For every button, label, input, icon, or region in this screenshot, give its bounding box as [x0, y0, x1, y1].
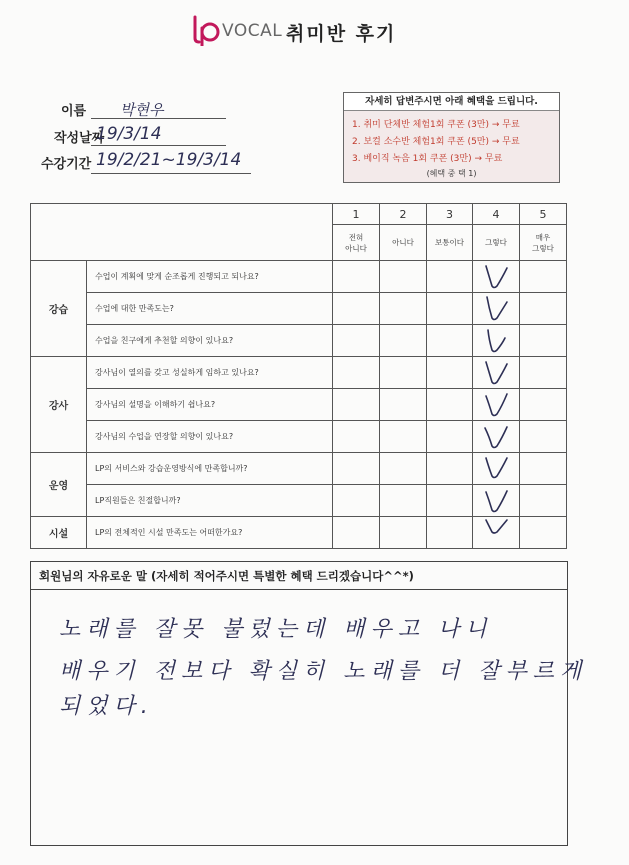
- checkmark-icon: [483, 262, 509, 292]
- question-text: 수업에 대한 만족도는?: [87, 293, 333, 325]
- period-value: 19/2/21~19/3/14: [96, 150, 242, 170]
- scale-number: 5: [520, 204, 567, 225]
- scale-number: 4: [473, 204, 520, 225]
- rating-cell[interactable]: [520, 453, 567, 485]
- rating-cell[interactable]: [333, 357, 380, 389]
- checkmark-icon: [483, 390, 509, 420]
- lp-logo-icon: [190, 14, 222, 46]
- question-text: 수업을 친구에게 추천할 의향이 있나요?: [87, 325, 333, 357]
- checkmark-icon: [483, 486, 509, 516]
- question-text: 강사님이 열의를 갖고 성실하게 임하고 있나요?: [87, 357, 333, 389]
- rating-cell[interactable]: [520, 485, 567, 517]
- scale-label: 그렇다: [473, 225, 520, 261]
- table-corner: [31, 204, 333, 261]
- comment-line: 배우기 전보다 확실히 노래를 더 잘부르게: [59, 659, 588, 684]
- comment-line: 되었다.: [59, 694, 154, 719]
- rating-cell[interactable]: [427, 453, 473, 485]
- rating-cell[interactable]: [380, 389, 427, 421]
- rating-cell[interactable]: [333, 261, 380, 293]
- comment-title: 회원님의 자유로운 말 (자세히 적어주시면 특별한 혜택 드리겠습니다^^*): [31, 562, 567, 590]
- rating-cell[interactable]: [473, 453, 520, 485]
- rating-cell[interactable]: [520, 517, 567, 549]
- rating-cell[interactable]: [333, 325, 380, 357]
- survey-table: [30, 203, 567, 549]
- category-label: 시설: [31, 517, 87, 549]
- benefit-box: [343, 92, 560, 183]
- question-text: LP의 서비스와 강습운영방식에 만족합니까?: [87, 453, 333, 485]
- scale-number: 3: [427, 204, 473, 225]
- checkmark-icon: [483, 358, 509, 388]
- rating-cell[interactable]: [427, 485, 473, 517]
- rating-cell[interactable]: [473, 325, 520, 357]
- rating-cell[interactable]: [520, 389, 567, 421]
- rating-cell[interactable]: [427, 357, 473, 389]
- period-label: 수강기간: [41, 157, 92, 172]
- date-value: 19/3/14: [96, 124, 162, 144]
- period-underline: [91, 173, 251, 174]
- rating-cell[interactable]: [427, 325, 473, 357]
- rating-cell[interactable]: [473, 261, 520, 293]
- rating-cell[interactable]: [333, 421, 380, 453]
- rating-cell[interactable]: [520, 325, 567, 357]
- rating-cell[interactable]: [473, 357, 520, 389]
- checkmark-icon: [483, 422, 509, 452]
- rating-cell[interactable]: [473, 517, 520, 549]
- rating-cell[interactable]: [427, 261, 473, 293]
- rating-cell[interactable]: [333, 293, 380, 325]
- rating-cell[interactable]: [473, 389, 520, 421]
- rating-cell[interactable]: [427, 389, 473, 421]
- rating-cell[interactable]: [473, 485, 520, 517]
- rating-cell[interactable]: [520, 261, 567, 293]
- scale-number: 2: [380, 204, 427, 225]
- date-underline: [91, 145, 226, 146]
- checkmark-icon: [483, 294, 509, 324]
- rating-cell[interactable]: [520, 293, 567, 325]
- rating-cell[interactable]: [427, 517, 473, 549]
- scale-label: 아니다: [380, 225, 427, 261]
- rating-cell[interactable]: [473, 421, 520, 453]
- rating-cell[interactable]: [333, 517, 380, 549]
- rating-cell[interactable]: [520, 421, 567, 453]
- question-text: LP직원들은 친절합니까?: [87, 485, 333, 517]
- scale-label: 전혀 아니다: [333, 225, 380, 261]
- rating-cell[interactable]: [380, 485, 427, 517]
- question-text: 강사님의 설명을 이해하기 쉽나요?: [87, 389, 333, 421]
- rating-cell[interactable]: [380, 325, 427, 357]
- rating-cell[interactable]: [427, 293, 473, 325]
- logo-vocal-text: VOCAL: [222, 21, 283, 41]
- benefit-item: 1. 취미 단체반 체험1회 쿠폰 (3만) → 무료: [352, 120, 520, 130]
- rating-cell[interactable]: [380, 421, 427, 453]
- rating-cell[interactable]: [380, 261, 427, 293]
- question-text: 강사님의 수업을 연장할 의향이 있나요?: [87, 421, 333, 453]
- question-text: 수업이 계획에 맞게 순조롭게 진행되고 되나요?: [87, 261, 333, 293]
- comment-line: 노래를 잘못 불렀는데 배우고 나니: [59, 617, 493, 642]
- rating-cell[interactable]: [333, 389, 380, 421]
- date-label: 작성날짜: [54, 131, 105, 146]
- benefit-item: 2. 보컬 소수반 체험1회 쿠폰 (5만) → 무료: [352, 137, 520, 147]
- benefit-title: 자세히 답변주시면 아래 혜택을 드립니다.: [344, 93, 559, 111]
- checkmark-icon: [483, 326, 509, 356]
- category-label: 강습: [31, 261, 87, 357]
- scale-label: 매우 그렇다: [520, 225, 567, 261]
- page-title: 취미반 후기: [286, 23, 397, 45]
- scale-label: 보통이다: [427, 225, 473, 261]
- rating-cell[interactable]: [380, 357, 427, 389]
- scale-number: 1: [333, 204, 380, 225]
- name-value: 박현우: [120, 101, 164, 119]
- rating-cell[interactable]: [380, 517, 427, 549]
- category-label: 운영: [31, 453, 87, 517]
- checkmark-icon: [483, 518, 509, 548]
- checkmark-icon: [483, 454, 509, 484]
- rating-cell[interactable]: [520, 357, 567, 389]
- category-label: 강사: [31, 357, 87, 453]
- rating-cell[interactable]: [333, 485, 380, 517]
- benefit-note: (혜택 중 택 1): [426, 169, 477, 178]
- rating-cell[interactable]: [380, 453, 427, 485]
- name-label: 이름: [61, 104, 87, 119]
- question-text: LP의 전체적인 시설 만족도는 어떠한가요?: [87, 517, 333, 549]
- benefit-item: 3. 베이직 녹음 1회 쿠폰 (3만) → 무료: [352, 154, 503, 164]
- rating-cell[interactable]: [380, 293, 427, 325]
- rating-cell[interactable]: [427, 421, 473, 453]
- rating-cell[interactable]: [333, 453, 380, 485]
- rating-cell[interactable]: [473, 293, 520, 325]
- comment-box: [30, 561, 588, 846]
